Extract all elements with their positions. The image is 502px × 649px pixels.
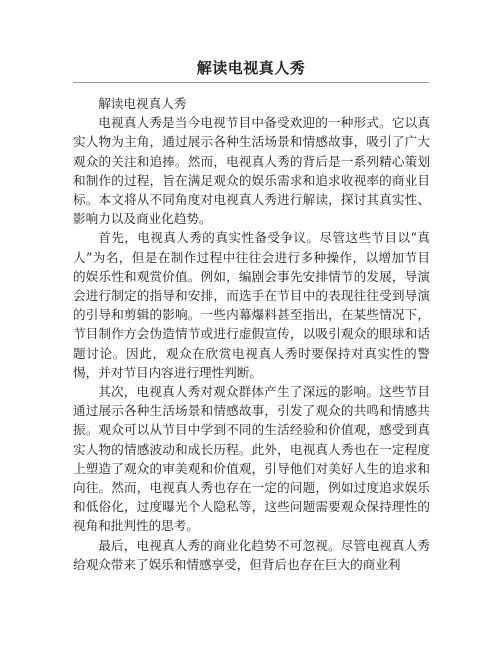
title-divider (73, 82, 429, 83)
paragraph-heading: 解读电视真人秀 (98, 96, 187, 111)
paragraph-authenticity: 首先，电视真人秀的真实性备受争议。尽管这些节目以“真人”为名，但是在制作过程中往往会进行多种操作，以增加节目的娱乐性和观赏价值。例如，编剧会事先安排情节的发展，导演会进行制定的指导和安排，而选手在节目中的表现往往受到导演的引导和剪辑的影响。一些内幕爆料甚至指出，在某些情况下，节目制作方会伪造情节或进行虚假宣传，以吸引观众的眼球和话题讨论。因此，观众在欣赏电视真人秀时要保持对真实性的警惕，并对节目内容进行理性判断。 (73, 230, 430, 380)
document-title: 解读电视真人秀 (196, 59, 306, 77)
document-body (73, 94, 430, 574)
paragraph-intro: 电视真人秀是当今电视节目中备受欢迎的一种形式。它以真实人物为主角，通过展示各种生活场景和情感故事，吸引了广大观众的关注和追捧。然而，电视真人秀的背后是一系列精心策划和制作的过程，旨在满足观众的娱乐需求和追求收视率的商业目标。本文将从不同角度对电视真人秀进行解读，探讨其真实性、影响力以及商业化趋势。 (73, 115, 430, 227)
paragraph-commercialization: 最后，电视真人秀的商业化趋势不可忽视。尽管电视真人秀给观众带来了娱乐和情感享受，但背后也存在巨大的商业利 (73, 537, 430, 572)
paragraph-influence: 其次，电视真人秀对观众群体产生了深远的影响。这些节目通过展示各种生活场景和情感故事，引发了观众的共鸣和情感共振。观众可以从节目中学到不同的生活经验和价值观，感受到真实人物的情感波动和成长历程。此外，电视真人秀也在一定程度上塑造了观众的审美观和价值观，引导他们对美好人生的追求和向往。然而，电视真人秀也存在一定的问题，例如过度追求娱乐和低俗化，过度曝光个人隐私等，这些问题需要观众保持理性的视角和批判性的思考。 (73, 384, 430, 534)
